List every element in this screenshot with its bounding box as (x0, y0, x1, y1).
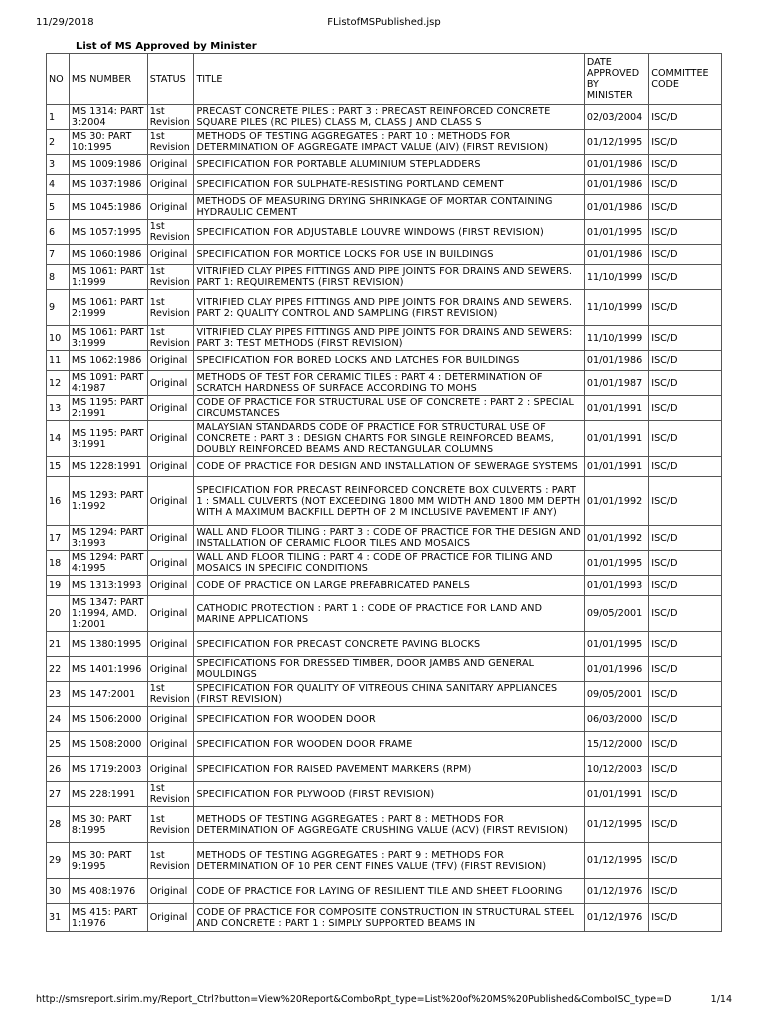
cell-no: 20 (47, 596, 70, 632)
table-row (47, 195, 722, 220)
cell-ms-number: MS 415: PART 1:1976 (70, 904, 148, 932)
cell-ms-number: MS 1347: PART 1:1994, AMD. 1:2001 (70, 596, 148, 632)
cell-ms-number: MS 228:1991 (70, 782, 148, 807)
cell-no: 2 (47, 130, 70, 155)
cell-status: Original (148, 757, 195, 782)
cell-no: 6 (47, 220, 70, 245)
list-title: List of MS Approved by Minister (76, 41, 257, 52)
cell-committee-code: ISC/D (649, 879, 722, 904)
cell-title: METHODS OF TEST FOR CERAMIC TILES : PART 4 : DETERMINATION OF SCRATCH HARDNESS OF SURFACE ACCORDING TO MOHS (194, 371, 584, 396)
cell-committee-code: ISC/D (649, 551, 722, 576)
cell-date-approved: 09/05/2001 (585, 596, 649, 632)
table-row (47, 576, 722, 596)
cell-committee-code: ISC/D (649, 220, 722, 245)
print-date: 11/29/2018 (36, 17, 94, 28)
page-url: http://smsreport.sirim.my/Report_Ctrl?button=View%20Report&ComboRpt_type=List%20of%20MS%20Published&ComboISC_type=D (36, 994, 672, 1005)
cell-date-approved: 01/01/1991 (585, 457, 649, 477)
cell-ms-number: MS 1062:1986 (70, 351, 148, 371)
cell-title: VITRIFIED CLAY PIPES FITTINGS AND PIPE JOINTS FOR DRAINS AND SEWERS. PART 1: REQUIREMENTS (FIRST REVISION) (194, 265, 584, 290)
cell-status: Original (148, 457, 195, 477)
cell-committee-code: ISC/D (649, 457, 722, 477)
cell-title: SPECIFICATION FOR QUALITY OF VITREOUS CHINA SANITARY APPLIANCES (FIRST REVISION) (194, 682, 584, 707)
table-row (47, 155, 722, 175)
cell-no: 14 (47, 421, 70, 457)
cell-title: METHODS OF TESTING AGGREGATES : PART 9 : METHODS FOR DETERMINATION OF 10 PER CENT FINES VALUE (TFV) (FIRST REVISION) (194, 843, 584, 879)
cell-date-approved: 01/01/1986 (585, 245, 649, 265)
cell-date-approved: 10/12/2003 (585, 757, 649, 782)
cell-committee-code: ISC/D (649, 155, 722, 175)
cell-committee-code: ISC/D (649, 807, 722, 843)
cell-date-approved: 06/03/2000 (585, 707, 649, 732)
cell-date-approved: 01/01/1987 (585, 371, 649, 396)
cell-date-approved: 02/03/2004 (585, 105, 649, 130)
table-row (47, 130, 722, 155)
cell-date-approved: 01/01/1986 (585, 195, 649, 220)
table-header-row (47, 54, 722, 105)
cell-title: SPECIFICATION FOR PRECAST CONCRETE PAVING BLOCKS (194, 632, 584, 657)
cell-date-approved: 01/01/1986 (585, 175, 649, 195)
cell-title: SPECIFICATION FOR WOODEN DOOR (194, 707, 584, 732)
cell-status: Original (148, 904, 195, 932)
cell-status: Original (148, 707, 195, 732)
cell-status: Original (148, 245, 195, 265)
cell-title: CODE OF PRACTICE FOR DESIGN AND INSTALLATION OF SEWERAGE SYSTEMS (194, 457, 584, 477)
cell-title: CODE OF PRACTICE FOR STRUCTURAL USE OF CONCRETE : PART 2 : SPECIAL CIRCUMSTANCES (194, 396, 584, 421)
cell-committee-code: ISC/D (649, 707, 722, 732)
page-header-title: FListofMSPublished.jsp (327, 17, 441, 28)
cell-committee-code: ISC/D (649, 596, 722, 632)
cell-ms-number: MS 1228:1991 (70, 457, 148, 477)
cell-title: SPECIFICATION FOR PORTABLE ALUMINIUM STEPLADDERS (194, 155, 584, 175)
cell-date-approved: 11/10/1999 (585, 326, 649, 351)
cell-title: SPECIFICATION FOR MORTICE LOCKS FOR USE IN BUILDINGS (194, 245, 584, 265)
cell-title: VITRIFIED CLAY PIPES FITTINGS AND PIPE JOINTS FOR DRAINS AND SEWERS: PART 3: TEST METHODS (FIRST REVISION) (194, 326, 584, 351)
cell-committee-code: ISC/D (649, 782, 722, 807)
cell-date-approved: 01/01/1991 (585, 421, 649, 457)
cell-ms-number: MS 1294: PART 3:1993 (70, 526, 148, 551)
cell-committee-code: ISC/D (649, 175, 722, 195)
cell-status: Original (148, 371, 195, 396)
cell-ms-number: MS 1061: PART 3:1999 (70, 326, 148, 351)
table-row (47, 477, 722, 526)
cell-status: Original (148, 421, 195, 457)
column-header-status: STATUS (148, 54, 195, 105)
table-row (47, 632, 722, 657)
cell-ms-number: MS 1195: PART 2:1991 (70, 396, 148, 421)
cell-committee-code: ISC/D (649, 732, 722, 757)
cell-status: 1st Revision (148, 220, 195, 245)
cell-no: 24 (47, 707, 70, 732)
table-row (47, 657, 722, 682)
cell-date-approved: 01/01/1995 (585, 632, 649, 657)
ms-approved-table (46, 53, 722, 932)
table-row (47, 290, 722, 326)
cell-status: 1st Revision (148, 290, 195, 326)
cell-committee-code: ISC/D (649, 843, 722, 879)
cell-status: 1st Revision (148, 105, 195, 130)
cell-status: Original (148, 632, 195, 657)
cell-committee-code: ISC/D (649, 105, 722, 130)
cell-no: 23 (47, 682, 70, 707)
cell-committee-code: ISC/D (649, 757, 722, 782)
cell-ms-number: MS 1009:1986 (70, 155, 148, 175)
cell-committee-code: ISC/D (649, 904, 722, 932)
cell-ms-number: MS 1506:2000 (70, 707, 148, 732)
cell-title: SPECIFICATION FOR BORED LOCKS AND LATCHES FOR BUILDINGS (194, 351, 584, 371)
cell-no: 31 (47, 904, 70, 932)
cell-date-approved: 01/12/1995 (585, 807, 649, 843)
table-row (47, 596, 722, 632)
cell-status: Original (148, 879, 195, 904)
table-row (47, 707, 722, 732)
table-row (47, 904, 722, 932)
cell-ms-number: MS 1091: PART 4:1987 (70, 371, 148, 396)
table-row (47, 371, 722, 396)
cell-committee-code: ISC/D (649, 682, 722, 707)
table-row (47, 757, 722, 782)
cell-no: 29 (47, 843, 70, 879)
cell-date-approved: 01/01/1992 (585, 526, 649, 551)
cell-title: SPECIFICATION FOR ADJUSTABLE LOUVRE WINDOWS (FIRST REVISION) (194, 220, 584, 245)
cell-ms-number: MS 1061: PART 2:1999 (70, 290, 148, 326)
table-row (47, 105, 722, 130)
cell-status: Original (148, 477, 195, 526)
cell-title: SPECIFICATION FOR RAISED PAVEMENT MARKERS (RPM) (194, 757, 584, 782)
cell-ms-number: MS 1719:2003 (70, 757, 148, 782)
table-row (47, 421, 722, 457)
cell-no: 27 (47, 782, 70, 807)
cell-status: Original (148, 396, 195, 421)
cell-committee-code: ISC/D (649, 290, 722, 326)
table-row (47, 396, 722, 421)
table-row (47, 175, 722, 195)
cell-status: 1st Revision (148, 782, 195, 807)
cell-ms-number: MS 1060:1986 (70, 245, 148, 265)
cell-no: 15 (47, 457, 70, 477)
cell-title: SPECIFICATION FOR PRECAST REINFORCED CONCRETE BOX CULVERTS : PART 1 : SMALL CULVERTS (NOT EXCEEDING 1800 MM WIDTH AND 1800 MM DEPTH WITH A MAXIMUM BACKFILL DEPTH OF 2 M INCLUSIVE PAVEMENT IF ANY) (194, 477, 584, 526)
column-header-committee-code: COMMITTEE CODE (649, 54, 722, 105)
cell-date-approved: 15/12/2000 (585, 732, 649, 757)
cell-no: 4 (47, 175, 70, 195)
cell-status: 1st Revision (148, 807, 195, 843)
table-row (47, 351, 722, 371)
table-row (47, 807, 722, 843)
cell-committee-code: ISC/D (649, 265, 722, 290)
cell-ms-number: MS 30: PART 9:1995 (70, 843, 148, 879)
column-header-ms-number: MS NUMBER (70, 54, 148, 105)
cell-no: 18 (47, 551, 70, 576)
cell-status: Original (148, 155, 195, 175)
table-row (47, 843, 722, 879)
table-row (47, 245, 722, 265)
cell-status: Original (148, 195, 195, 220)
cell-date-approved: 01/01/1993 (585, 576, 649, 596)
cell-date-approved: 01/12/1995 (585, 843, 649, 879)
cell-date-approved: 11/10/1999 (585, 265, 649, 290)
cell-date-approved: 01/01/1991 (585, 782, 649, 807)
column-header-title: TITLE (194, 54, 584, 105)
cell-date-approved: 01/01/1986 (585, 155, 649, 175)
cell-title: METHODS OF TESTING AGGREGATES : PART 8 : METHODS FOR DETERMINATION OF AGGREGATE CRUSHING VALUE (ACV) (FIRST REVISION) (194, 807, 584, 843)
cell-date-approved: 11/10/1999 (585, 290, 649, 326)
cell-date-approved: 01/01/1995 (585, 220, 649, 245)
cell-no: 17 (47, 526, 70, 551)
cell-date-approved: 09/05/2001 (585, 682, 649, 707)
cell-no: 19 (47, 576, 70, 596)
cell-no: 21 (47, 632, 70, 657)
cell-committee-code: ISC/D (649, 245, 722, 265)
cell-date-approved: 01/12/1976 (585, 904, 649, 932)
cell-no: 7 (47, 245, 70, 265)
cell-status: Original (148, 596, 195, 632)
cell-title: METHODS OF MEASURING DRYING SHRINKAGE OF MORTAR CONTAINING HYDRAULIC CEMENT (194, 195, 584, 220)
cell-committee-code: ISC/D (649, 195, 722, 220)
cell-title: SPECIFICATION FOR SULPHATE-RESISTING PORTLAND CEMENT (194, 175, 584, 195)
cell-date-approved: 01/01/1992 (585, 477, 649, 526)
cell-no: 28 (47, 807, 70, 843)
table-row (47, 782, 722, 807)
cell-ms-number: MS 1061: PART 1:1999 (70, 265, 148, 290)
cell-committee-code: ISC/D (649, 576, 722, 596)
cell-date-approved: 01/01/1996 (585, 657, 649, 682)
column-header-no: NO (47, 54, 70, 105)
table-row (47, 879, 722, 904)
cell-no: 26 (47, 757, 70, 782)
cell-committee-code: ISC/D (649, 351, 722, 371)
cell-status: Original (148, 732, 195, 757)
cell-status: 1st Revision (148, 265, 195, 290)
cell-committee-code: ISC/D (649, 526, 722, 551)
cell-ms-number: MS 1314: PART 3:2004 (70, 105, 148, 130)
cell-committee-code: ISC/D (649, 477, 722, 526)
cell-committee-code: ISC/D (649, 421, 722, 457)
cell-status: 1st Revision (148, 682, 195, 707)
cell-no: 5 (47, 195, 70, 220)
cell-status: Original (148, 351, 195, 371)
cell-ms-number: MS 1037:1986 (70, 175, 148, 195)
cell-committee-code: ISC/D (649, 371, 722, 396)
cell-status: Original (148, 175, 195, 195)
cell-title: CODE OF PRACTICE FOR LAYING OF RESILIENT TILE AND SHEET FLOORING (194, 879, 584, 904)
cell-title: METHODS OF TESTING AGGREGATES : PART 10 : METHODS FOR DETERMINATION OF AGGREGATE IMPACT VALUE (AIV) (FIRST REVISION) (194, 130, 584, 155)
cell-ms-number: MS 408:1976 (70, 879, 148, 904)
cell-committee-code: ISC/D (649, 396, 722, 421)
cell-title: VITRIFIED CLAY PIPES FITTINGS AND PIPE JOINTS FOR DRAINS AND SEWERS. PART 2: QUALITY CONTROL AND SAMPLING (FIRST REVISION) (194, 290, 584, 326)
cell-ms-number: MS 1293: PART 1:1992 (70, 477, 148, 526)
cell-status: Original (148, 576, 195, 596)
cell-no: 1 (47, 105, 70, 130)
cell-title: MALAYSIAN STANDARDS CODE OF PRACTICE FOR STRUCTURAL USE OF CONCRETE : PART 3 : DESIGN CHARTS FOR SINGLE REINFORCED BEAMS, DOUBLY REINFORCED BEAMS AND RECTANGULAR COLUMNS (194, 421, 584, 457)
table-row (47, 220, 722, 245)
cell-date-approved: 01/01/1995 (585, 551, 649, 576)
table-row (47, 265, 722, 290)
cell-no: 8 (47, 265, 70, 290)
table-row (47, 732, 722, 757)
cell-ms-number: MS 1401:1996 (70, 657, 148, 682)
cell-committee-code: ISC/D (649, 326, 722, 351)
cell-status: Original (148, 657, 195, 682)
cell-ms-number: MS 1313:1993 (70, 576, 148, 596)
cell-title: SPECIFICATION FOR PLYWOOD (FIRST REVISION) (194, 782, 584, 807)
cell-ms-number: MS 1380:1995 (70, 632, 148, 657)
cell-ms-number: MS 30: PART 8:1995 (70, 807, 148, 843)
cell-ms-number: MS 1045:1986 (70, 195, 148, 220)
table-row (47, 551, 722, 576)
cell-ms-number: MS 30: PART 10:1995 (70, 130, 148, 155)
cell-no: 11 (47, 351, 70, 371)
cell-no: 22 (47, 657, 70, 682)
table-row (47, 526, 722, 551)
cell-no: 25 (47, 732, 70, 757)
cell-committee-code: ISC/D (649, 657, 722, 682)
cell-no: 30 (47, 879, 70, 904)
table-row (47, 326, 722, 351)
cell-ms-number: MS 1294: PART 4:1995 (70, 551, 148, 576)
table-body (47, 105, 722, 932)
cell-status: Original (148, 526, 195, 551)
cell-no: 12 (47, 371, 70, 396)
cell-status: 1st Revision (148, 130, 195, 155)
cell-no: 10 (47, 326, 70, 351)
cell-title: WALL AND FLOOR TILING : PART 4 : CODE OF PRACTICE FOR TILING AND MOSAICS IN SPECIFIC CONDITIONS (194, 551, 584, 576)
cell-committee-code: ISC/D (649, 130, 722, 155)
cell-title: CODE OF PRACTICE ON LARGE PREFABRICATED PANELS (194, 576, 584, 596)
cell-title: CATHODIC PROTECTION : PART 1 : CODE OF PRACTICE FOR LAND AND MARINE APPLICATIONS (194, 596, 584, 632)
cell-title: SPECIFICATION FOR WOODEN DOOR FRAME (194, 732, 584, 757)
cell-status: 1st Revision (148, 843, 195, 879)
cell-ms-number: MS 147:2001 (70, 682, 148, 707)
cell-no: 13 (47, 396, 70, 421)
table-row (47, 682, 722, 707)
column-header-date-approved: DATE APPROVED BY MINISTER (585, 54, 649, 105)
table-row (47, 457, 722, 477)
cell-title: WALL AND FLOOR TILING : PART 3 : CODE OF PRACTICE FOR THE DESIGN AND INSTALLATION OF CERAMIC FLOOR TILES AND MOSAICS (194, 526, 584, 551)
cell-ms-number: MS 1508:2000 (70, 732, 148, 757)
cell-no: 16 (47, 477, 70, 526)
cell-date-approved: 01/12/1976 (585, 879, 649, 904)
cell-date-approved: 01/01/1986 (585, 351, 649, 371)
cell-no: 9 (47, 290, 70, 326)
cell-title: PRECAST CONCRETE PILES : PART 3 : PRECAST REINFORCED CONCRETE SQUARE PILES (RC PILES) CLASS M, CLASS J AND CLASS S (194, 105, 584, 130)
cell-date-approved: 01/12/1995 (585, 130, 649, 155)
cell-status: 1st Revision (148, 326, 195, 351)
cell-title: SPECIFICATIONS FOR DRESSED TIMBER, DOOR JAMBS AND GENERAL MOULDINGS (194, 657, 584, 682)
cell-committee-code: ISC/D (649, 632, 722, 657)
cell-no: 3 (47, 155, 70, 175)
cell-ms-number: MS 1195: PART 3:1991 (70, 421, 148, 457)
cell-status: Original (148, 551, 195, 576)
cell-title: CODE OF PRACTICE FOR COMPOSITE CONSTRUCTION IN STRUCTURAL STEEL AND CONCRETE : PART 1 : SIMPLY SUPPORTED BEAMS IN (194, 904, 584, 932)
page-number: 1/14 (710, 994, 732, 1005)
cell-ms-number: MS 1057:1995 (70, 220, 148, 245)
cell-date-approved: 01/01/1991 (585, 396, 649, 421)
